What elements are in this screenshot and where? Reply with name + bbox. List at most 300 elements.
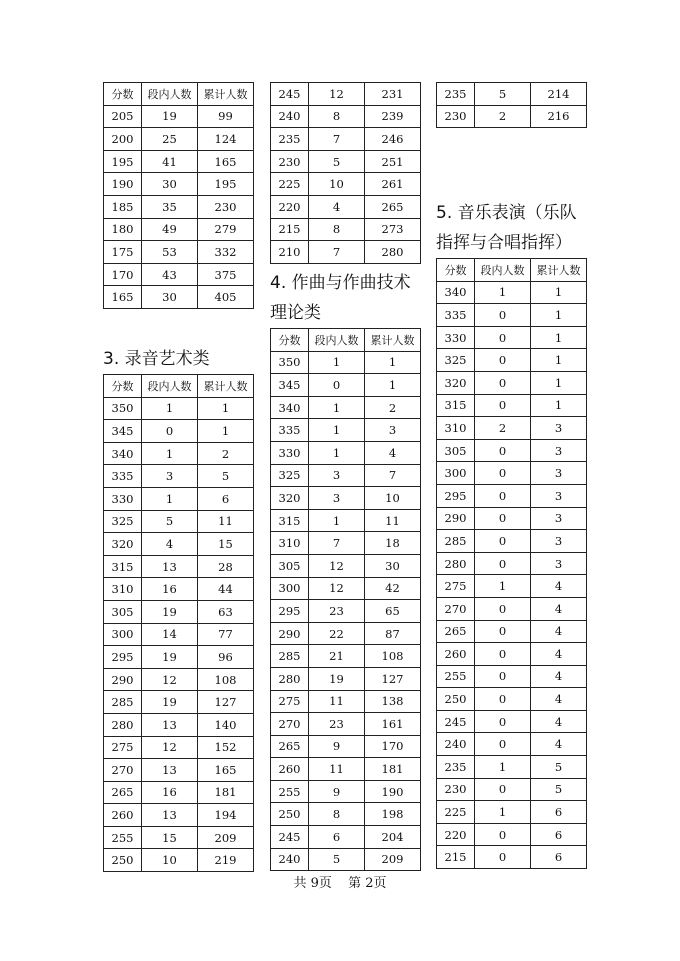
cell-cumulative-count: 4 xyxy=(531,733,587,756)
table-row xyxy=(271,645,421,668)
cell-cumulative-count: 3 xyxy=(365,419,421,442)
cell-segment-count: 0 xyxy=(475,620,531,643)
cell-score: 280 xyxy=(104,713,142,736)
table-row xyxy=(271,374,421,397)
table-row xyxy=(437,846,587,869)
cell-cumulative-count: 3 xyxy=(531,530,587,553)
cell-cumulative-count: 4 xyxy=(531,688,587,711)
cell-cumulative-count: 7 xyxy=(365,464,421,487)
cell-cumulative-count: 405 xyxy=(198,286,254,309)
table-row xyxy=(271,667,421,690)
header-score: 分数 xyxy=(104,83,142,106)
cell-segment-count: 0 xyxy=(475,710,531,733)
table-row xyxy=(437,462,587,485)
cell-segment-count: 3 xyxy=(309,464,365,487)
cell-segment-count: 12 xyxy=(309,577,365,600)
cell-segment-count: 0 xyxy=(475,643,531,666)
table-row xyxy=(271,848,421,871)
cell-segment-count: 0 xyxy=(475,823,531,846)
section-5-title-line-2: 指挥与合唱指挥） xyxy=(436,233,572,253)
cell-cumulative-count: 18 xyxy=(365,532,421,555)
cell-cumulative-count: 239 xyxy=(365,105,421,128)
cell-cumulative-count: 209 xyxy=(365,848,421,871)
cell-cumulative-count: 5 xyxy=(531,756,587,779)
cell-cumulative-count: 108 xyxy=(365,645,421,668)
cell-score: 305 xyxy=(104,600,142,623)
cell-segment-count: 1 xyxy=(142,397,198,420)
cell-cumulative-count: 165 xyxy=(198,150,254,173)
cell-cumulative-count: 4 xyxy=(531,575,587,598)
cell-segment-count: 7 xyxy=(309,128,365,151)
cell-segment-count: 1 xyxy=(142,442,198,465)
cell-segment-count: 49 xyxy=(142,218,198,241)
cell-segment-count: 4 xyxy=(142,533,198,556)
cell-score: 225 xyxy=(437,801,475,824)
cell-score: 330 xyxy=(437,326,475,349)
cell-cumulative-count: 28 xyxy=(198,555,254,578)
cell-score: 270 xyxy=(437,597,475,620)
section-3-title: 3. 录音艺术类 xyxy=(103,349,210,369)
cell-score: 290 xyxy=(271,622,309,645)
table-row xyxy=(271,803,421,826)
cell-segment-count: 1 xyxy=(309,351,365,374)
cell-score: 235 xyxy=(437,756,475,779)
table-row xyxy=(437,105,587,128)
cell-cumulative-count: 4 xyxy=(531,597,587,620)
cell-segment-count: 0 xyxy=(475,733,531,756)
cell-cumulative-count: 194 xyxy=(198,804,254,827)
cell-cumulative-count: 10 xyxy=(365,487,421,510)
column-1-section-3 xyxy=(103,344,253,872)
cell-cumulative-count: 280 xyxy=(365,241,421,264)
cell-cumulative-count: 273 xyxy=(365,218,421,241)
cell-cumulative-count: 230 xyxy=(198,195,254,218)
score-table-section-4 xyxy=(270,328,421,871)
cell-score: 310 xyxy=(271,532,309,555)
cell-score: 340 xyxy=(437,281,475,304)
table-row xyxy=(271,554,421,577)
cell-cumulative-count: 2 xyxy=(365,396,421,419)
cell-cumulative-count: 204 xyxy=(365,826,421,849)
cell-score: 240 xyxy=(437,733,475,756)
cell-segment-count: 53 xyxy=(142,241,198,264)
table-row xyxy=(104,623,254,646)
cell-segment-count: 1 xyxy=(475,281,531,304)
table-row xyxy=(271,396,421,419)
table-row xyxy=(271,150,421,173)
cell-score: 180 xyxy=(104,218,142,241)
cell-segment-count: 5 xyxy=(475,83,531,106)
cell-score: 300 xyxy=(104,623,142,646)
table-row xyxy=(437,304,587,327)
cell-segment-count: 41 xyxy=(142,150,198,173)
cell-score: 310 xyxy=(437,417,475,440)
cell-score: 240 xyxy=(271,848,309,871)
cell-cumulative-count: 42 xyxy=(365,577,421,600)
table-row xyxy=(104,555,254,578)
cell-segment-count: 19 xyxy=(142,646,198,669)
cell-score: 245 xyxy=(437,710,475,733)
table-row xyxy=(271,419,421,442)
cell-score: 175 xyxy=(104,241,142,264)
cell-cumulative-count: 63 xyxy=(198,600,254,623)
cell-segment-count: 0 xyxy=(475,507,531,530)
table-row xyxy=(437,597,587,620)
table-row xyxy=(271,464,421,487)
cell-cumulative-count: 1 xyxy=(531,281,587,304)
cell-score: 285 xyxy=(437,530,475,553)
header-segment-count: 段内人数 xyxy=(142,375,198,398)
cell-score: 335 xyxy=(104,465,142,488)
cell-cumulative-count: 6 xyxy=(531,846,587,869)
table-row xyxy=(271,577,421,600)
cell-cumulative-count: 3 xyxy=(531,484,587,507)
cell-segment-count: 0 xyxy=(475,439,531,462)
cell-segment-count: 2 xyxy=(475,417,531,440)
table-row xyxy=(104,646,254,669)
cell-segment-count: 0 xyxy=(142,420,198,443)
cell-cumulative-count: 3 xyxy=(531,552,587,575)
cell-score: 305 xyxy=(271,554,309,577)
cell-segment-count: 23 xyxy=(309,713,365,736)
cell-score: 230 xyxy=(271,150,309,173)
cell-score: 335 xyxy=(271,419,309,442)
cell-score: 295 xyxy=(437,484,475,507)
cell-score: 230 xyxy=(437,105,475,128)
cell-score: 285 xyxy=(104,691,142,714)
cell-segment-count: 9 xyxy=(309,735,365,758)
cell-score: 295 xyxy=(104,646,142,669)
table-row xyxy=(437,439,587,462)
table-row xyxy=(104,173,254,196)
cell-segment-count: 7 xyxy=(309,532,365,555)
cell-score: 195 xyxy=(104,150,142,173)
cell-score: 165 xyxy=(104,286,142,309)
table-row xyxy=(437,552,587,575)
cell-cumulative-count: 6 xyxy=(531,801,587,824)
cell-cumulative-count: 1 xyxy=(198,397,254,420)
cell-segment-count: 35 xyxy=(142,195,198,218)
table-row xyxy=(104,487,254,510)
cell-segment-count: 0 xyxy=(475,371,531,394)
cell-cumulative-count: 5 xyxy=(198,465,254,488)
cell-segment-count: 0 xyxy=(475,530,531,553)
cell-score: 245 xyxy=(271,826,309,849)
cell-segment-count: 16 xyxy=(142,578,198,601)
table-row xyxy=(104,397,254,420)
cell-segment-count: 8 xyxy=(309,218,365,241)
cell-cumulative-count: 138 xyxy=(365,690,421,713)
cell-cumulative-count: 3 xyxy=(531,462,587,485)
table-row xyxy=(271,441,421,464)
cell-segment-count: 0 xyxy=(309,374,365,397)
cell-score: 190 xyxy=(104,173,142,196)
table-row xyxy=(104,668,254,691)
cell-score: 330 xyxy=(271,441,309,464)
cell-cumulative-count: 99 xyxy=(198,105,254,128)
table-row xyxy=(437,823,587,846)
cell-score: 270 xyxy=(271,713,309,736)
cell-segment-count: 15 xyxy=(142,826,198,849)
table-row xyxy=(271,241,421,264)
cell-cumulative-count: 1 xyxy=(531,304,587,327)
cell-score: 290 xyxy=(104,668,142,691)
cell-segment-count: 25 xyxy=(142,128,198,151)
table-row xyxy=(437,688,587,711)
cell-score: 260 xyxy=(271,758,309,781)
cell-score: 285 xyxy=(271,645,309,668)
cell-segment-count: 10 xyxy=(142,849,198,872)
header-score: 分数 xyxy=(271,329,309,352)
cell-cumulative-count: 11 xyxy=(198,510,254,533)
table-row xyxy=(437,417,587,440)
cell-score: 300 xyxy=(271,577,309,600)
table-row xyxy=(271,83,421,106)
cell-score: 325 xyxy=(104,510,142,533)
cell-cumulative-count: 265 xyxy=(365,195,421,218)
table-row xyxy=(271,735,421,758)
table-row xyxy=(271,600,421,623)
cell-score: 170 xyxy=(104,263,142,286)
cell-segment-count: 7 xyxy=(309,241,365,264)
table-row xyxy=(437,349,587,372)
column-1 xyxy=(103,82,253,309)
cell-cumulative-count: 332 xyxy=(198,241,254,264)
cell-score: 250 xyxy=(104,849,142,872)
table-row xyxy=(437,371,587,394)
cell-segment-count: 1 xyxy=(309,419,365,442)
table-row xyxy=(271,532,421,555)
cell-score: 305 xyxy=(437,439,475,462)
cell-cumulative-count: 1 xyxy=(531,326,587,349)
table-row xyxy=(104,420,254,443)
cell-segment-count: 11 xyxy=(309,690,365,713)
table-row xyxy=(437,801,587,824)
cell-score: 230 xyxy=(437,778,475,801)
header-score: 分数 xyxy=(104,375,142,398)
table-row xyxy=(104,286,254,309)
header-cumulative-count: 累计人数 xyxy=(531,259,587,282)
cell-score: 315 xyxy=(271,509,309,532)
cell-cumulative-count: 216 xyxy=(531,105,587,128)
score-table-section-5 xyxy=(436,258,587,869)
cell-cumulative-count: 1 xyxy=(531,394,587,417)
cell-score: 295 xyxy=(271,600,309,623)
table-row xyxy=(271,195,421,218)
table-row xyxy=(271,351,421,374)
cell-segment-count: 6 xyxy=(309,826,365,849)
cell-score: 340 xyxy=(104,442,142,465)
cell-segment-count: 21 xyxy=(309,645,365,668)
cell-score: 325 xyxy=(271,464,309,487)
cell-segment-count: 0 xyxy=(475,778,531,801)
table-row xyxy=(104,781,254,804)
cell-score: 280 xyxy=(437,552,475,575)
cell-segment-count: 9 xyxy=(309,780,365,803)
cell-cumulative-count: 44 xyxy=(198,578,254,601)
cell-score: 310 xyxy=(104,578,142,601)
cell-score: 335 xyxy=(437,304,475,327)
cell-cumulative-count: 4 xyxy=(531,620,587,643)
cell-cumulative-count: 214 xyxy=(531,83,587,106)
table-row xyxy=(271,105,421,128)
cell-cumulative-count: 1 xyxy=(365,351,421,374)
cell-segment-count: 5 xyxy=(142,510,198,533)
cell-segment-count: 3 xyxy=(142,465,198,488)
cell-cumulative-count: 87 xyxy=(365,622,421,645)
cell-segment-count: 0 xyxy=(475,394,531,417)
cell-score: 325 xyxy=(437,349,475,372)
score-table-col1-top xyxy=(103,82,254,309)
cell-cumulative-count: 165 xyxy=(198,759,254,782)
cell-segment-count: 23 xyxy=(309,600,365,623)
cell-score: 250 xyxy=(437,688,475,711)
table-row xyxy=(437,507,587,530)
table-row xyxy=(271,690,421,713)
cell-segment-count: 8 xyxy=(309,803,365,826)
table-row xyxy=(437,778,587,801)
cell-score: 250 xyxy=(271,803,309,826)
table-row xyxy=(437,281,587,304)
cell-cumulative-count: 279 xyxy=(198,218,254,241)
table-row xyxy=(437,643,587,666)
cell-score: 265 xyxy=(104,781,142,804)
table-row xyxy=(437,733,587,756)
cell-score: 235 xyxy=(271,128,309,151)
cell-cumulative-count: 1 xyxy=(531,349,587,372)
cell-score: 225 xyxy=(271,173,309,196)
cell-cumulative-count: 6 xyxy=(198,487,254,510)
cell-segment-count: 13 xyxy=(142,555,198,578)
table-header-row xyxy=(104,375,254,398)
cell-segment-count: 1 xyxy=(309,441,365,464)
table-row xyxy=(104,241,254,264)
score-table-col3-top xyxy=(436,82,587,128)
cell-score: 345 xyxy=(104,420,142,443)
cell-cumulative-count: 65 xyxy=(365,600,421,623)
table-row xyxy=(104,105,254,128)
cell-score: 240 xyxy=(271,105,309,128)
table-row xyxy=(104,736,254,759)
cell-cumulative-count: 231 xyxy=(365,83,421,106)
cell-cumulative-count: 198 xyxy=(365,803,421,826)
cell-score: 275 xyxy=(271,690,309,713)
cell-segment-count: 14 xyxy=(142,623,198,646)
cell-score: 320 xyxy=(271,487,309,510)
cell-cumulative-count: 251 xyxy=(365,150,421,173)
cell-segment-count: 19 xyxy=(142,691,198,714)
cell-cumulative-count: 3 xyxy=(531,507,587,530)
cell-cumulative-count: 246 xyxy=(365,128,421,151)
cell-cumulative-count: 108 xyxy=(198,668,254,691)
cell-score: 205 xyxy=(104,105,142,128)
cell-score: 220 xyxy=(437,823,475,846)
cell-score: 215 xyxy=(437,846,475,869)
table-row xyxy=(104,826,254,849)
cell-segment-count: 13 xyxy=(142,759,198,782)
column-3-section-5 xyxy=(436,198,586,869)
cell-segment-count: 16 xyxy=(142,781,198,804)
cell-segment-count: 0 xyxy=(475,552,531,575)
cell-cumulative-count: 1 xyxy=(365,374,421,397)
table-row xyxy=(271,487,421,510)
table-row xyxy=(271,173,421,196)
cell-segment-count: 1 xyxy=(475,575,531,598)
table-row xyxy=(104,263,254,286)
cell-segment-count: 1 xyxy=(309,509,365,532)
table-row xyxy=(437,665,587,688)
cell-segment-count: 30 xyxy=(142,286,198,309)
cell-cumulative-count: 30 xyxy=(365,554,421,577)
cell-segment-count: 0 xyxy=(475,484,531,507)
cell-score: 350 xyxy=(271,351,309,374)
cell-score: 215 xyxy=(271,218,309,241)
cell-segment-count: 12 xyxy=(142,668,198,691)
table-row xyxy=(104,759,254,782)
header-score: 分数 xyxy=(437,259,475,282)
column-2-section-4 xyxy=(270,268,420,871)
cell-segment-count: 0 xyxy=(475,846,531,869)
table-row xyxy=(104,691,254,714)
table-header-row xyxy=(104,83,254,106)
table-row xyxy=(271,758,421,781)
cell-segment-count: 2 xyxy=(475,105,531,128)
cell-segment-count: 43 xyxy=(142,263,198,286)
cell-segment-count: 1 xyxy=(142,487,198,510)
cell-score: 315 xyxy=(104,555,142,578)
table-row xyxy=(104,218,254,241)
table-row xyxy=(104,195,254,218)
cell-cumulative-count: 6 xyxy=(531,823,587,846)
cell-cumulative-count: 181 xyxy=(365,758,421,781)
cell-segment-count: 0 xyxy=(475,665,531,688)
cell-cumulative-count: 161 xyxy=(365,713,421,736)
table-row xyxy=(104,442,254,465)
cell-segment-count: 0 xyxy=(475,597,531,620)
cell-segment-count: 19 xyxy=(142,600,198,623)
cell-cumulative-count: 2 xyxy=(198,442,254,465)
cell-cumulative-count: 4 xyxy=(531,710,587,733)
cell-segment-count: 12 xyxy=(309,83,365,106)
cell-cumulative-count: 4 xyxy=(365,441,421,464)
cell-cumulative-count: 170 xyxy=(365,735,421,758)
cell-score: 320 xyxy=(104,533,142,556)
cell-score: 260 xyxy=(104,804,142,827)
column-3 xyxy=(436,82,586,128)
table-row xyxy=(104,128,254,151)
cell-segment-count: 13 xyxy=(142,713,198,736)
cell-score: 280 xyxy=(271,667,309,690)
cell-segment-count: 0 xyxy=(475,304,531,327)
cell-score: 320 xyxy=(437,371,475,394)
header-segment-count: 段内人数 xyxy=(309,329,365,352)
cell-segment-count: 4 xyxy=(309,195,365,218)
cell-score: 330 xyxy=(104,487,142,510)
table-row xyxy=(437,710,587,733)
cell-cumulative-count: 1 xyxy=(531,371,587,394)
cell-cumulative-count: 5 xyxy=(531,778,587,801)
cell-cumulative-count: 127 xyxy=(365,667,421,690)
cell-segment-count: 19 xyxy=(142,105,198,128)
cell-cumulative-count: 3 xyxy=(531,417,587,440)
cell-segment-count: 5 xyxy=(309,848,365,871)
cell-score: 220 xyxy=(271,195,309,218)
cell-segment-count: 0 xyxy=(475,349,531,372)
cell-cumulative-count: 3 xyxy=(531,439,587,462)
cell-cumulative-count: 124 xyxy=(198,128,254,151)
table-row xyxy=(104,465,254,488)
header-cumulative-count: 累计人数 xyxy=(198,375,254,398)
